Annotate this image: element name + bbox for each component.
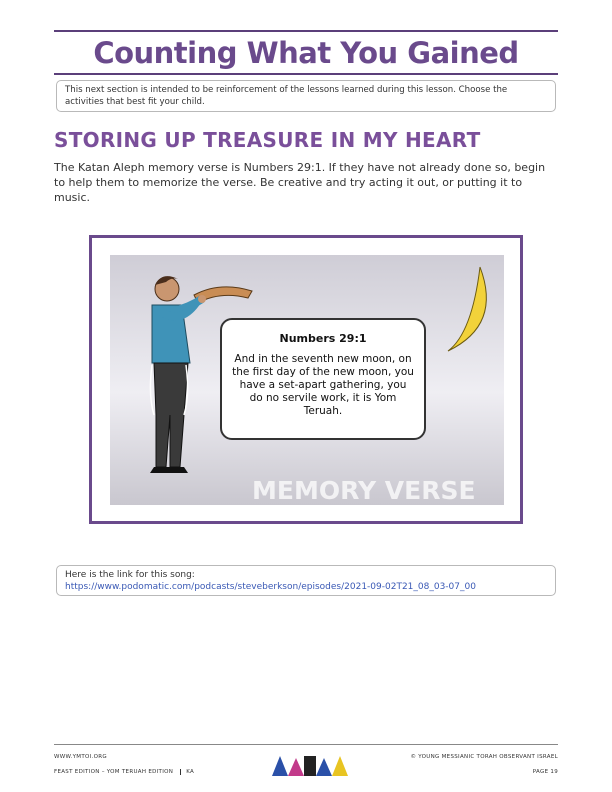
footer-edition bbox=[54, 769, 194, 775]
verse-callout bbox=[220, 318, 426, 440]
song-link[interactable]: https://www.podomatic.com/podcasts/steveberkson/episodes/2021-09-02T21_08_03-07_00 bbox=[65, 581, 476, 592]
page-title: Counting What You Gained bbox=[93, 36, 519, 70]
footer-edition-label: FEAST EDITION – YOM TERUAH EDITION bbox=[54, 769, 174, 775]
footer-site: WWW.YMTOI.ORG bbox=[54, 754, 107, 760]
footer-copyright: © YOUNG MESSIANIC TORAH OBSERVANT ISRAEL bbox=[410, 754, 558, 760]
footer-edition-code: KA bbox=[186, 769, 195, 775]
ymtoi-logo-icon bbox=[270, 752, 352, 778]
footer-divider bbox=[180, 769, 181, 775]
top-rule bbox=[54, 30, 558, 32]
memory-verse-watermark: MEMORY VERSE bbox=[252, 476, 476, 505]
footer-rule bbox=[54, 744, 558, 745]
intro-paragraph: The Katan Aleph memory verse is Numbers 29:1. If they have not already done so, begin to help them to memorize the verse. Be creative and try acting it out, or putting it to music. bbox=[54, 161, 546, 204]
song-link-box bbox=[56, 565, 556, 596]
verse-reference: Numbers 29:1 bbox=[279, 332, 367, 345]
song-link-label: Here is the link for this song: bbox=[65, 570, 195, 580]
verse-text: And in the seventh new moon, on the first day of the new moon, you have a set-apart gathering, you do no servile work, it is Yom Teruah. bbox=[232, 353, 414, 417]
reinforcement-note: This next section is intended to be reinforcement of the lessons learned during this lesson. Choose the activities that best fit your child. bbox=[56, 80, 556, 112]
title-rule bbox=[54, 73, 558, 75]
footer-page-number: PAGE 19 bbox=[532, 769, 558, 775]
section-heading: STORING UP TREASURE IN MY HEART bbox=[54, 128, 481, 152]
